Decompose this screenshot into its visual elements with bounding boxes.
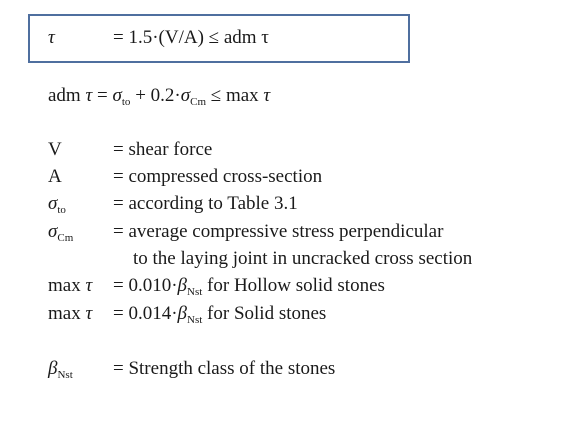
max-tau-hollow-rhs [113,275,385,303]
def-text-sigma-cm: = average compressive stress perpendicular [113,221,444,242]
def-sigma-cm-glyph: σ [48,221,58,242]
def-sigma-cm-sub: Cm [57,232,74,244]
def-text-sigma-cm-cont: to the laying joint in uncracked cross section [133,248,473,269]
max-tau-solid-rhs [113,303,326,331]
adm-tau: τ [85,85,93,106]
adm-sub2: Cm [190,96,207,108]
max-tau-2: τ [85,303,93,324]
def-symbol-sigma-to [48,193,66,221]
adm-text-c: + 0.2· [130,85,181,106]
def-symbol-sigma-cm [48,221,73,249]
def-text-sigma-to: = according to Table 3.1 [113,193,298,214]
max-tau-1: τ [85,275,93,296]
adm-tau2: τ [263,85,271,106]
def-text-v: = shear force [113,139,213,160]
def-symbol-v: V [48,139,62,160]
max-prefix-2: max [48,303,86,324]
def-symbol-a: A [48,166,62,187]
max-tau-solid-lhs [48,303,92,325]
max-rhs-a-2: = 0.014· [113,303,178,324]
def-text-a: = compressed cross-section [113,166,323,187]
max-beta-2: β [177,303,188,324]
max-rhs-a-1: = 0.010· [113,275,178,296]
adm-text-b: = [92,85,113,106]
beta-sub: Nst [57,369,73,381]
max-rhs-b-1: for Hollow solid stones [202,275,385,296]
adm-sigma1: σ [112,85,122,106]
def-sigma-to-glyph: σ [48,193,58,214]
adm-text-d: ≤ max [206,85,264,106]
def-sigma-to-sub: to [57,204,66,216]
max-tau-hollow-lhs [48,275,92,297]
beta-glyph: β [48,358,58,379]
box-formula-rhs: = 1.5·(V/A) ≤ adm τ [113,27,269,48]
max-prefix-1: max [48,275,86,296]
beta-symbol [48,358,73,386]
max-beta-sub-1: Nst [187,286,203,298]
beta-text: = Strength class of the stones [113,358,336,379]
box-formula-lhs: τ [48,27,55,48]
adm-formula [48,85,270,113]
max-beta-sub-2: Nst [187,314,203,326]
adm-sub1: to [121,96,131,108]
max-beta-1: β [177,275,188,296]
adm-sigma2: σ [180,85,191,106]
adm-text-a: adm [48,85,86,106]
max-rhs-b-2: for Solid stones [202,303,327,324]
